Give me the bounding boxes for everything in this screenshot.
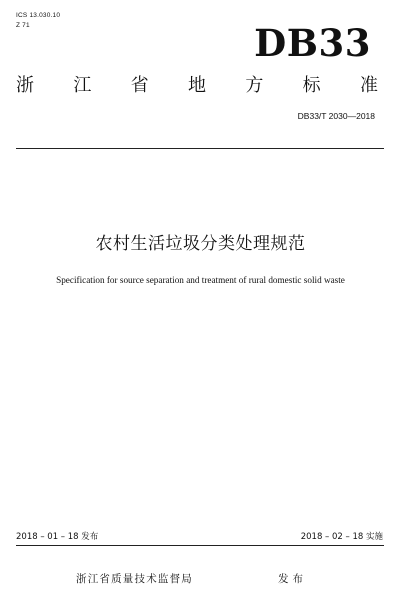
standard-number: DB33/T 2030—2018: [297, 111, 375, 121]
category-char: 江: [73, 75, 92, 96]
standard-mark: DB33: [254, 21, 371, 65]
category-char: 省: [130, 75, 149, 96]
standard-category: [16, 74, 378, 98]
issue-label: 发布: [278, 573, 307, 585]
top-divider: [16, 148, 384, 149]
category-char: 方: [245, 75, 264, 96]
category-char: 地: [187, 75, 206, 96]
issue-date: 2018 – 01 – 18 发布: [16, 532, 99, 542]
issuing-authority: 浙江省质量技术监督局: [76, 573, 193, 585]
title-chinese: 农村生活垃圾分类处理规范: [95, 234, 306, 254]
ics-code: ICS 13.030.10: [16, 12, 61, 19]
ccs-code: Z 71: [16, 22, 30, 29]
category-char: 标: [302, 75, 321, 96]
effective-date: 2018 – 02 – 18 实施: [300, 532, 383, 542]
bottom-divider: [16, 545, 384, 546]
category-char: 浙: [16, 75, 34, 96]
category-char: 准: [359, 75, 378, 96]
title-english: Specification for source separation and treatment of rural domestic solid waste: [56, 275, 345, 285]
